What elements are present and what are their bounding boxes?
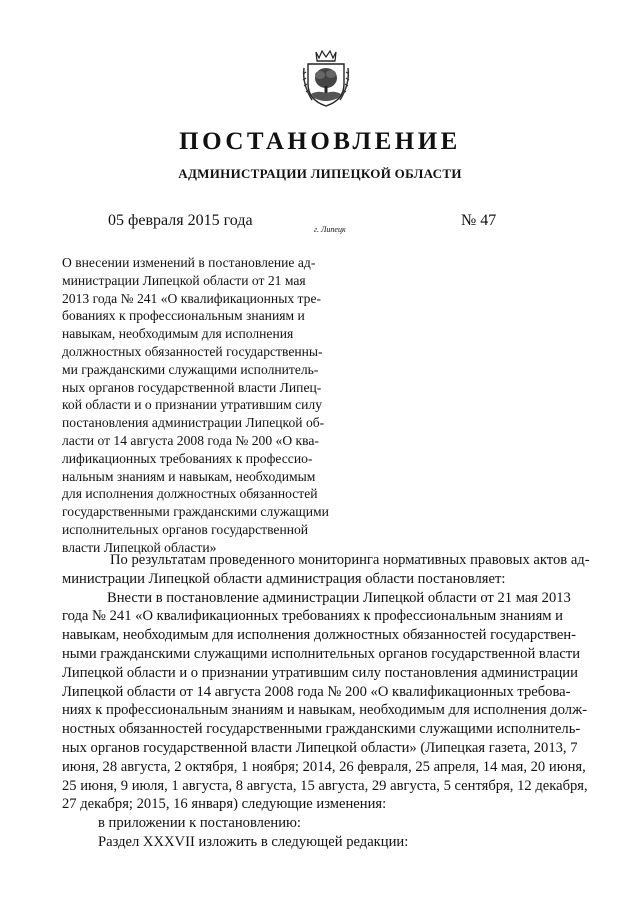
subject-line: власти Липецкой области» [62,539,217,555]
body-paragraph-section: Раздел XXXVII изложить в следующей редакции: [98,833,409,850]
body-line: Липецкой области и о признании утратившим силу постановления администрации [62,664,578,681]
subject-line: государственными гражданскими служащими [62,504,329,520]
document-title: ПОСТАНОВЛЕНИЕ [179,128,461,155]
document-date: 05 февраля 2015 года [108,212,253,229]
body-line: ных органов государственной власти Липецкой области» (Липецкая газета, 2013, 7 [62,739,578,756]
body-line: ниях к профессиональным знаниям и навыкам, необходимым для исполнения долж- [62,702,588,719]
coat-of-arms-icon [300,48,352,108]
subject-line: ми гражданскими служащими исполнитель- [62,361,319,377]
subject-line: О внесении изменений в постановление ад- [62,255,316,270]
document-city: г. Липецк [314,225,346,234]
subject-line: бованиях к профессиональным знаниям и [62,308,305,324]
document-subtitle: АДМИНИСТРАЦИИ ЛИПЕЦКОЙ ОБЛАСТИ [178,166,462,181]
body-line: ностных обязанностей государственными гражданскими служащими исполнитель- [62,721,581,738]
body-line: Внести в постановление администрации Липецкой области от 21 мая 2013 [107,589,571,606]
subject-line: постановления администрации Липецкой об- [62,415,325,431]
body-paragraph-amendment [62,589,612,815]
document-body [62,551,612,852]
subject-line: для исполнения должностных обязанностей [62,486,318,502]
body-paragraph-appendix: в приложении к постановлению: [98,815,301,832]
document-number: № 47 [461,212,497,229]
body-paragraph-preamble [62,551,612,589]
body-line: По результатам проведенного мониторинга нормативных правовых актов ад- [110,552,590,568]
subject-line: ных органов государственной власти Липец- [62,379,322,395]
subject-line: ласти от 14 августа 2008 года № 200 «О ква- [62,432,319,448]
body-line: года № 241 «О квалификационных требованиях к профессиональным знаниям и [62,608,563,625]
document-subject [62,254,348,557]
subject-line: исполнительных органов государственной [62,521,309,537]
subject-line: 2013 года № 241 «О квалификационных тре- [62,290,322,306]
subject-line: кой области и о признании утратившим силу [62,397,322,413]
subject-line: навыкам, необходимым для исполнения [62,326,294,342]
subject-line: лификационных требованиях к профессио- [62,450,313,466]
subject-line: должностных обязанностей государственны- [62,343,323,359]
body-line: 25 июня, 9 июля, 1 августа, 8 августа, 15 августа, 29 августа, 5 сентября, 12 декабря, [62,777,588,794]
body-line: 27 декабря; 2015, 16 января) следующие изменения: [62,796,387,813]
body-line: июня, 28 августа, 2 октября, 1 ноября; 2014, 26 февраля, 25 апреля, 14 мая, 20 июня, [62,758,586,775]
body-line: Липецкой области от 14 августа 2008 года № 200 «О квалификационных требова- [62,683,571,700]
subject-line: министрации Липецкой области от 21 мая [62,272,306,288]
subject-line: нальным знаниям и навыкам, необходимым [62,468,316,484]
body-line: навыкам, необходимым для исполнения должностных обязанностей государствен- [62,627,577,644]
body-line: ными гражданскими служащими исполнительных органов государственной власти [62,645,581,662]
body-line: министрации Липецкой области администрация области постановляет: [62,570,506,587]
